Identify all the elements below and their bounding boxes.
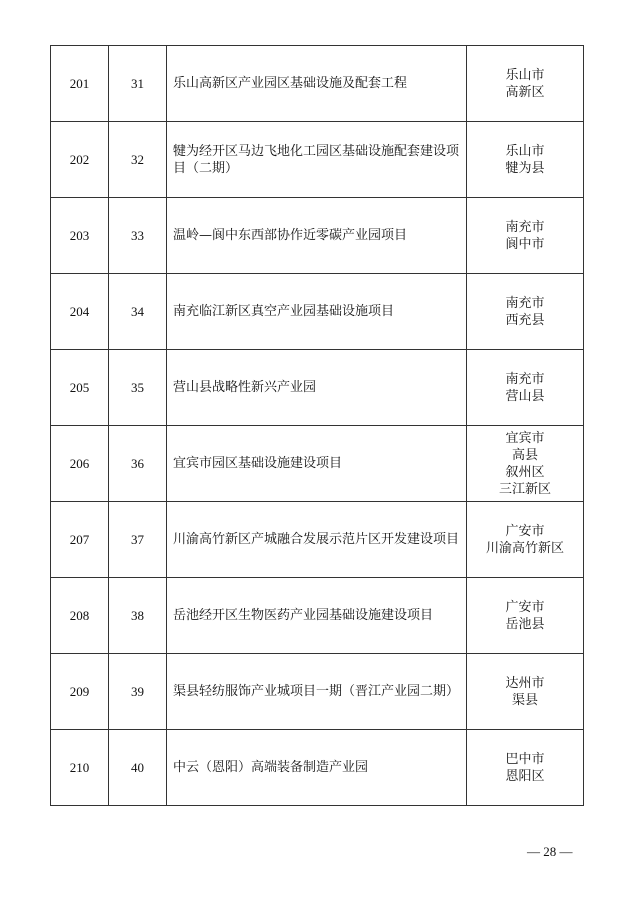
table-row (51, 350, 584, 426)
project-name: 犍为经开区马边飞地化工园区基础设施配套建设项目（二期） (167, 122, 467, 198)
project-location (467, 274, 584, 350)
row-sub-number: 34 (109, 274, 167, 350)
row-sequence-number: 204 (51, 274, 109, 350)
row-sub-number: 33 (109, 198, 167, 274)
table-row (51, 730, 584, 806)
location-line: 乐山市 (505, 67, 545, 83)
location-line: 宜宾市 (505, 430, 545, 446)
row-sequence-number: 205 (51, 350, 109, 426)
table-row (51, 654, 584, 730)
project-name: 川渝高竹新区产城融合发展示范片区开发建设项目 (167, 502, 467, 578)
location-line: 乐山市 (505, 143, 545, 159)
location-line: 广安市 (505, 599, 545, 615)
project-name: 南充临江新区真空产业园基础设施项目 (167, 274, 467, 350)
row-sub-number: 37 (109, 502, 167, 578)
location-line: 高新区 (505, 84, 545, 100)
location-line: 川渝高竹新区 (485, 540, 564, 556)
project-location (467, 122, 584, 198)
table-row (51, 426, 584, 502)
location-line: 阆中市 (505, 236, 545, 252)
project-location (467, 578, 584, 654)
project-name: 渠县轻纺服饰产业城项目一期（晋江产业园二期） (167, 654, 467, 730)
table-row (51, 46, 584, 122)
table-row (51, 502, 584, 578)
row-sequence-number: 207 (51, 502, 109, 578)
location-line: 巴中市 (505, 751, 545, 767)
location-line: 三江新区 (498, 481, 551, 497)
project-name: 温岭—阆中东西部协作近零碳产业园项目 (167, 198, 467, 274)
row-sequence-number: 201 (51, 46, 109, 122)
row-sub-number: 38 (109, 578, 167, 654)
row-sequence-number: 202 (51, 122, 109, 198)
project-name: 岳池经开区生物医药产业园基础设施建设项目 (167, 578, 467, 654)
project-location (467, 502, 584, 578)
project-table (50, 45, 584, 806)
location-line: 西充县 (505, 312, 545, 328)
location-line: 犍为县 (505, 160, 545, 176)
project-location (467, 198, 584, 274)
location-line: 广安市 (505, 523, 545, 539)
project-location (467, 350, 584, 426)
location-line: 南充市 (505, 219, 545, 235)
location-line: 达州市 (505, 675, 545, 691)
table-row (51, 578, 584, 654)
row-sub-number: 35 (109, 350, 167, 426)
row-sub-number: 40 (109, 730, 167, 806)
table-row (51, 274, 584, 350)
row-sequence-number: 210 (51, 730, 109, 806)
table-row (51, 198, 584, 274)
location-line: 南充市 (505, 295, 545, 311)
row-sequence-number: 203 (51, 198, 109, 274)
page-number: — 28 — (527, 844, 573, 859)
location-line: 高县 (511, 447, 538, 463)
row-sub-number: 36 (109, 426, 167, 502)
location-line: 渠县 (511, 692, 538, 708)
location-line: 营山县 (505, 388, 545, 404)
project-table-body (51, 46, 584, 806)
project-name: 乐山高新区产业园区基础设施及配套工程 (167, 46, 467, 122)
location-line: 南充市 (505, 371, 545, 387)
row-sub-number: 31 (109, 46, 167, 122)
location-line: 叙州区 (505, 464, 545, 480)
row-sub-number: 39 (109, 654, 167, 730)
project-location (467, 730, 584, 806)
project-name: 营山县战略性新兴产业园 (167, 350, 467, 426)
project-name: 宜宾市园区基础设施建设项目 (167, 426, 467, 502)
project-location (467, 426, 584, 502)
location-line: 恩阳区 (505, 768, 545, 784)
row-sequence-number: 209 (51, 654, 109, 730)
project-location (467, 654, 584, 730)
project-name: 中云（恩阳）高端装备制造产业园 (167, 730, 467, 806)
row-sequence-number: 206 (51, 426, 109, 502)
table-row (51, 122, 584, 198)
location-line: 岳池县 (505, 616, 545, 632)
row-sequence-number: 208 (51, 578, 109, 654)
project-location (467, 46, 584, 122)
row-sub-number: 32 (109, 122, 167, 198)
